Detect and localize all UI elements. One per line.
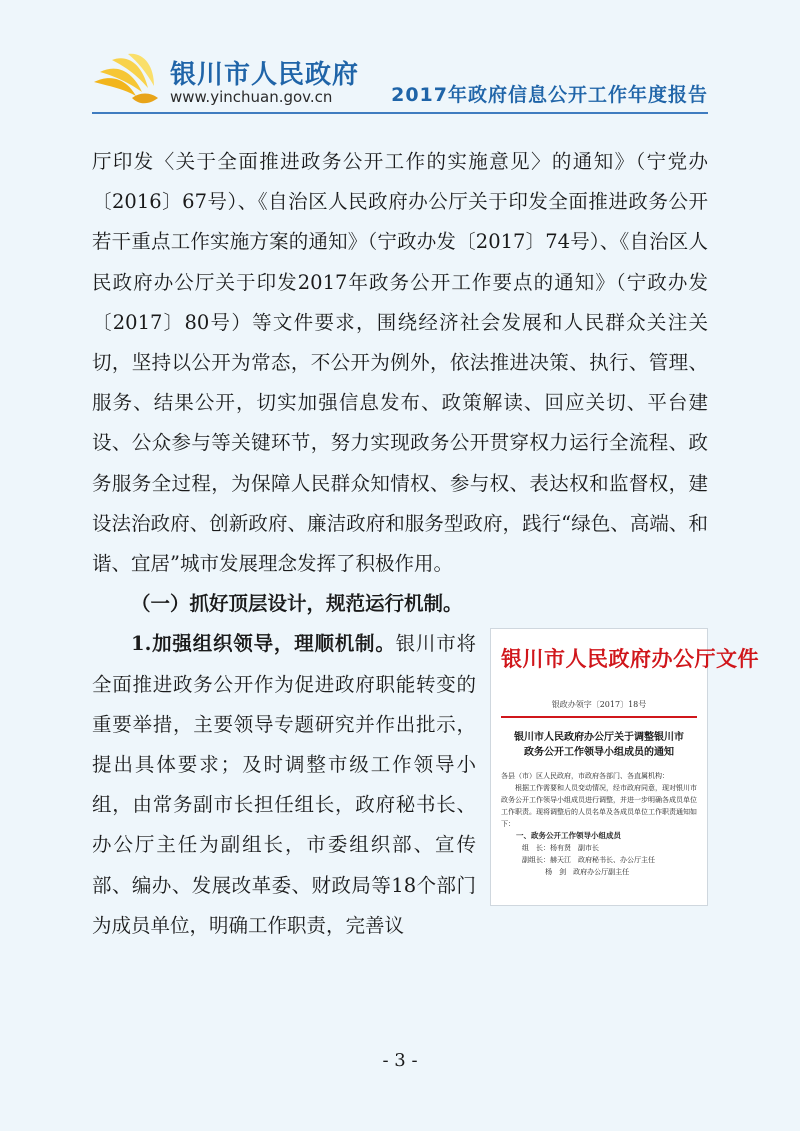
item-1-text: 银川市将全面推进政务公开作为促进政府职能转变的重要举措，主要领导专题研究并作出批示，提出具体要求；及时调整市级工作领导小组，由常务副市长担任组长，政府秘书长、办公厅主任为副组长，市委组织部、宣传部、编办、发展改革委、财政局等18个部门为成员单位，明确工作职责，完善议 (92, 632, 476, 937)
embedded-doc-title-line-1: 银川市人民政府办公厅关于调整银川市 (514, 732, 684, 744)
embedded-doc-redline (501, 716, 697, 718)
site-name: 银川市人民政府 (170, 60, 360, 90)
header-divider (92, 112, 708, 114)
item-1-lead: 1.加强组织领导，理顺机制。 (131, 632, 396, 656)
embedded-doc-title (501, 730, 697, 760)
embedded-doc-body: 根据工作需要和人员变动情况，经市政府同意，现对银川市政务公开工作领导小组成员进行调整，并进一步明确各成员单位工作职责。现将调整后的人员名单及各成员单位工作职责通知如下： (501, 784, 697, 829)
embedded-doc-title-line-2: 政务公开工作领导小组成员的通知 (524, 747, 674, 759)
embedded-doc-addressee: 各县（市）区人民政府，市政府各部门、各直属机构： (501, 772, 669, 781)
document-body (92, 138, 759, 946)
embedded-doc-number: 银政办领字〔2017〕18号 (551, 700, 647, 710)
section-heading: （一）抓好顶层设计，规范运行机制。 (131, 592, 463, 616)
page-number: - 3 - (382, 1050, 418, 1071)
report-title: 2017年政府信息公开工作年度报告 (391, 84, 708, 106)
embedded-doc-header: 银川市人民政府办公厅文件 (501, 646, 759, 672)
embedded-doc-text (501, 770, 697, 878)
embedded-doc-leader: 组 长：杨有贤 副市长 (522, 844, 599, 853)
golden-wing-logo-icon (92, 52, 162, 114)
page-header (0, 0, 800, 120)
paragraph-intro: 厅印发〈关于全面推进政务公开工作的实施意见〉的通知》（宁党办〔2016〕67号）、《自治区人民政府办公厅关于印发全面推进政务公开若干重点工作实施方案的通知》（宁政办发〔2017〕74号）、《自治区人民政府办公厅关于印发2017年政务公开工作要点的通知》（宁政办发〔2017〕80号）等文件要求，围绕经济社会发展和人民群众关注关切，坚持以公开为常态，不公开为例外，依法推进决策、执行、管理、服务、结果公开，切实加强信息发布、政策解读、回应关切、平台建设、公众参与等关键环节，努力实现政务公开贯穿权力运行全流程、政务服务全过程，为保障人民群众知情权、参与权、表达权和监督权，建设法治政府、创新政府、廉洁政府和服务型政府，践行“绿色、高端、和谐、宜居”城市发展理念发挥了积极作用。 (92, 150, 708, 576)
embedded-doc-deputy-2: 杨 剑 政府办公厅副主任 (545, 868, 630, 877)
embedded-doc-deputy-1: 副组长：赫天江 政府秘书长、办公厅主任 (522, 856, 655, 865)
site-url: www.yinchuan.gov.cn (170, 88, 333, 106)
embedded-document-image (490, 628, 759, 906)
item-1-block (92, 624, 759, 946)
embedded-doc-subheading: 一、政务公开工作领导小组成员 (516, 831, 621, 841)
